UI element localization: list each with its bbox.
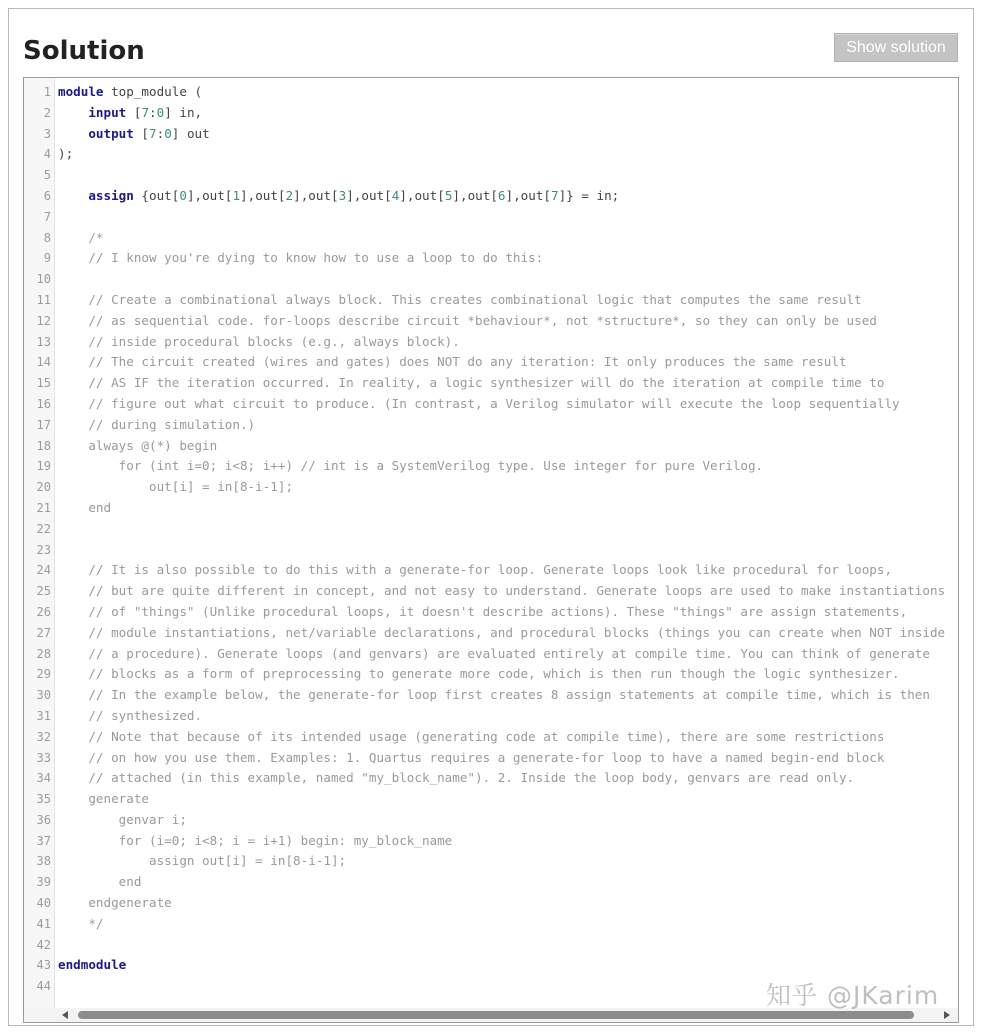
code-token: ],out[ bbox=[452, 187, 498, 203]
scroll-right-icon[interactable] bbox=[944, 1011, 950, 1019]
line-number: 18 bbox=[36, 438, 51, 453]
code-text bbox=[58, 893, 172, 914]
comment-token: assign out[i] = in[8-i-1]; bbox=[58, 853, 347, 869]
code-token: [ bbox=[126, 104, 142, 120]
code-line bbox=[24, 248, 959, 269]
comment-token: for (int i=0; i<8; i++) // int is a SystemVerilog type. Use integer for pure Verilog. bbox=[58, 458, 764, 474]
number-token: 4 bbox=[391, 187, 400, 203]
code-token: ],out[ bbox=[346, 187, 392, 203]
line-number: 30 bbox=[36, 688, 51, 703]
comment-token: /* bbox=[58, 229, 104, 245]
code-line bbox=[24, 290, 959, 311]
comment-token: for (i=0; i<8; i = i+1) begin: my_block_name bbox=[58, 832, 453, 848]
line-number: 2 bbox=[43, 105, 51, 120]
comment-token: // attached (in this example, named "my_block_name"). 2. Inside the loop body, genvars are read only. bbox=[58, 770, 855, 786]
code-token bbox=[58, 126, 88, 141]
code-text bbox=[58, 768, 854, 789]
line-number: 1 bbox=[43, 85, 51, 99]
line-number: 37 bbox=[36, 833, 51, 848]
line-number: 38 bbox=[36, 854, 51, 869]
line-number: 11 bbox=[36, 292, 51, 307]
section-title: Solution bbox=[23, 36, 145, 66]
code-text bbox=[58, 831, 452, 852]
number-token: 7 bbox=[149, 125, 157, 141]
code-text bbox=[58, 248, 543, 269]
line-number: 7 bbox=[43, 209, 51, 224]
comment-token: // module instantiations, net/variable declarations, and procedural blocks (things you can create when NOT inside bbox=[58, 624, 946, 640]
comment-token: // during simulation.) bbox=[58, 416, 256, 432]
comment-token: // In the example below, the generate-for loop first creates 8 assign statements at compile time, which is then bbox=[58, 687, 930, 703]
number-token: 7 bbox=[141, 104, 150, 120]
code-line bbox=[24, 914, 959, 935]
code-line bbox=[24, 436, 959, 457]
code-text bbox=[58, 332, 460, 353]
comment-token: // as sequential code. for-loops describe circuit *behaviour*, not *structure*, so they can only be used bbox=[58, 312, 877, 328]
code-line bbox=[24, 269, 959, 290]
number-token: 3 bbox=[338, 187, 347, 203]
code-token: ],out[ bbox=[399, 187, 445, 203]
line-number: 15 bbox=[36, 376, 51, 391]
code-editor[interactable] bbox=[23, 77, 959, 1023]
comment-token: genvar i; bbox=[58, 811, 187, 827]
comment-token: // The circuit created (wires and gates) does NOT do any iteration: It only produces the same result bbox=[58, 354, 847, 370]
code-line bbox=[24, 935, 959, 956]
code-text bbox=[58, 581, 945, 602]
line-number: 5 bbox=[43, 168, 51, 183]
line-number: 24 bbox=[36, 563, 51, 578]
line-number: 35 bbox=[36, 792, 51, 807]
code-text bbox=[58, 415, 255, 436]
comment-token: // on how you use them. Examples: 1. Quartus requires a generate-for loop to have a named begin-end block bbox=[58, 749, 885, 765]
code-text bbox=[58, 186, 619, 207]
code-line bbox=[24, 810, 959, 831]
code-line bbox=[24, 644, 959, 665]
comment-token: out[i] = in[8-i-1]; bbox=[58, 479, 294, 495]
code-line bbox=[24, 165, 959, 186]
line-number: 3 bbox=[43, 126, 51, 141]
code-token: : bbox=[156, 125, 165, 141]
line-number: 23 bbox=[36, 542, 51, 557]
line-number: 40 bbox=[36, 896, 51, 911]
line-number: 20 bbox=[36, 480, 51, 495]
code-line bbox=[24, 207, 959, 228]
scroll-left-icon[interactable] bbox=[62, 1011, 68, 1019]
code-line bbox=[24, 228, 959, 249]
code-text bbox=[58, 124, 210, 145]
line-number: 13 bbox=[36, 334, 51, 349]
code-text bbox=[58, 602, 907, 623]
code-text bbox=[58, 914, 104, 935]
code-text bbox=[58, 456, 763, 477]
code-token: : bbox=[149, 104, 157, 120]
code-line bbox=[24, 415, 959, 436]
number-token: 7 bbox=[551, 187, 559, 203]
comment-token: // a procedure). Generate loops (and genvars) are evaluated entirely at compile time. You can think of generate bbox=[58, 645, 930, 661]
code-line bbox=[24, 373, 959, 394]
code-token: top_module ( bbox=[103, 84, 203, 99]
code-line bbox=[24, 456, 959, 477]
code-line bbox=[24, 768, 959, 789]
code-token: ],out[ bbox=[240, 187, 286, 203]
solution-panel bbox=[8, 8, 974, 1026]
code-line bbox=[24, 664, 959, 685]
comment-token: // It is also possible to do this with a generate-for loop. Generate loops look like procedural for loops, bbox=[58, 562, 893, 578]
comment-token: // Note that because of its intended usage (generating code at compile time), there are some restrictions bbox=[58, 728, 885, 744]
code-text bbox=[58, 144, 73, 165]
scrollbar-thumb[interactable] bbox=[78, 1011, 914, 1019]
code-text bbox=[58, 228, 104, 249]
code-token: [ bbox=[133, 125, 150, 141]
code-token: ],out[ bbox=[505, 187, 551, 203]
code-text bbox=[58, 706, 202, 727]
code-line bbox=[24, 519, 959, 540]
code-text bbox=[58, 394, 900, 415]
code-line bbox=[24, 727, 959, 748]
code-text bbox=[58, 373, 884, 394]
code-text bbox=[58, 82, 202, 103]
code-line bbox=[24, 477, 959, 498]
line-number: 43 bbox=[36, 958, 51, 973]
keyword-token: endmodule bbox=[58, 957, 127, 973]
line-number: 27 bbox=[36, 625, 51, 640]
code-text bbox=[58, 623, 945, 644]
code-token: ] in, bbox=[164, 104, 203, 120]
code-token: {out[ bbox=[133, 187, 180, 203]
code-line bbox=[24, 82, 959, 103]
code-line bbox=[24, 851, 959, 872]
line-number: 42 bbox=[36, 937, 51, 952]
keyword-token: input bbox=[88, 104, 127, 120]
line-number: 12 bbox=[36, 313, 51, 328]
comment-token: always @(*) begin bbox=[58, 437, 218, 453]
comment-token: // AS IF the iteration occurred. In reality, a logic synthesizer will do the iteration at compile time to bbox=[58, 375, 885, 391]
comment-token: */ bbox=[58, 915, 104, 931]
line-number: 14 bbox=[36, 355, 51, 370]
number-token: 0 bbox=[164, 125, 172, 141]
comment-token: // inside procedural blocks (e.g., always block). bbox=[58, 333, 460, 349]
line-number: 19 bbox=[36, 459, 51, 474]
code-text bbox=[58, 664, 900, 685]
line-number: 32 bbox=[36, 729, 51, 744]
comment-token: // figure out what circuit to produce. (In contrast, a Verilog simulator will execute the loop sequentially bbox=[58, 395, 900, 411]
line-number: 44 bbox=[36, 979, 51, 994]
code-line bbox=[24, 186, 959, 207]
code-text bbox=[58, 748, 884, 769]
show-solution-button[interactable]: Show solution bbox=[834, 33, 958, 62]
number-token: 1 bbox=[232, 187, 241, 203]
code-line bbox=[24, 498, 959, 519]
line-number: 36 bbox=[36, 812, 51, 827]
code-text bbox=[58, 477, 293, 498]
line-number: 31 bbox=[36, 708, 51, 723]
line-number: 17 bbox=[36, 417, 51, 432]
line-number: 39 bbox=[36, 875, 51, 890]
watermark: 知乎 @JKarim bbox=[766, 981, 940, 1010]
code-text bbox=[58, 311, 877, 332]
code-text bbox=[58, 560, 892, 581]
comment-token: endgenerate bbox=[58, 895, 172, 911]
line-number: 26 bbox=[36, 604, 51, 619]
number-token: 6 bbox=[497, 187, 506, 203]
line-number: 41 bbox=[36, 916, 51, 931]
code-line bbox=[24, 831, 959, 852]
line-number: 29 bbox=[36, 667, 51, 682]
code-text bbox=[58, 872, 141, 893]
line-number: 22 bbox=[36, 521, 51, 536]
code-text bbox=[58, 644, 930, 665]
comment-token: // but are quite different in concept, and not easy to understand. Generate loops are used to make instantiations bbox=[58, 583, 946, 599]
code-line bbox=[24, 332, 959, 353]
line-number: 10 bbox=[36, 272, 51, 287]
code-text bbox=[58, 810, 187, 831]
code-token bbox=[58, 105, 88, 120]
code-text bbox=[58, 290, 862, 311]
number-token: 0 bbox=[156, 104, 165, 120]
line-number: 6 bbox=[43, 188, 51, 203]
keyword-token: output bbox=[88, 125, 134, 141]
code-token: ); bbox=[58, 146, 74, 162]
code-line bbox=[24, 311, 959, 332]
code-line bbox=[24, 581, 959, 602]
code-line bbox=[24, 602, 959, 623]
code-text bbox=[58, 727, 884, 748]
comment-token: // Create a combinational always block. This creates combinational logic that computes the same result bbox=[58, 291, 862, 307]
code-token: ] out bbox=[171, 125, 210, 141]
number-token: 5 bbox=[444, 187, 453, 203]
code-line bbox=[24, 540, 959, 561]
line-number: 4 bbox=[43, 147, 51, 162]
code-text bbox=[58, 103, 202, 124]
line-number: 21 bbox=[36, 500, 51, 515]
code-token: ],out[ bbox=[293, 187, 339, 203]
line-number: 28 bbox=[36, 646, 51, 661]
comment-token: // synthesized. bbox=[58, 707, 203, 723]
line-number: 25 bbox=[36, 584, 51, 599]
keyword-token: module bbox=[58, 84, 104, 99]
code-text bbox=[58, 685, 930, 706]
line-number: 16 bbox=[36, 396, 51, 411]
comment-token: end bbox=[58, 499, 112, 515]
code-text bbox=[58, 955, 126, 976]
comment-token: // blocks as a form of preprocessing to generate more code, which is then run though the logic synthesizer. bbox=[58, 666, 900, 682]
code-lines bbox=[24, 82, 959, 997]
keyword-token: assign bbox=[88, 187, 134, 203]
code-text bbox=[58, 851, 346, 872]
code-line bbox=[24, 103, 959, 124]
line-number: 33 bbox=[36, 750, 51, 765]
code-line bbox=[24, 789, 959, 810]
code-line bbox=[24, 144, 959, 165]
comment-token: // I know you're dying to know how to use a loop to do this: bbox=[58, 250, 544, 266]
code-line bbox=[24, 352, 959, 373]
code-line bbox=[24, 124, 959, 145]
line-number: 8 bbox=[43, 230, 51, 245]
code-text bbox=[58, 436, 217, 457]
line-number: 9 bbox=[43, 251, 51, 266]
number-token: 2 bbox=[285, 187, 294, 203]
code-line bbox=[24, 394, 959, 415]
code-text bbox=[58, 789, 149, 810]
code-line bbox=[24, 748, 959, 769]
code-line bbox=[24, 560, 959, 581]
code-line bbox=[24, 872, 959, 893]
code-text bbox=[58, 498, 111, 519]
code-token bbox=[58, 188, 88, 203]
code-token: ],out[ bbox=[186, 187, 233, 203]
code-line bbox=[24, 706, 959, 727]
code-line bbox=[24, 955, 959, 976]
line-number: 34 bbox=[36, 771, 51, 786]
comment-token: // of "things" (Unlike procedural loops, it doesn't describe actions). These "things" are assign statements, bbox=[58, 603, 908, 619]
code-line bbox=[24, 623, 959, 644]
code-line bbox=[24, 685, 959, 706]
code-token: ]} = in; bbox=[558, 187, 620, 203]
comment-token: end bbox=[58, 874, 142, 890]
comment-token: generate bbox=[58, 791, 149, 807]
code-line bbox=[24, 893, 959, 914]
number-token: 0 bbox=[179, 187, 187, 203]
code-text bbox=[58, 352, 847, 373]
